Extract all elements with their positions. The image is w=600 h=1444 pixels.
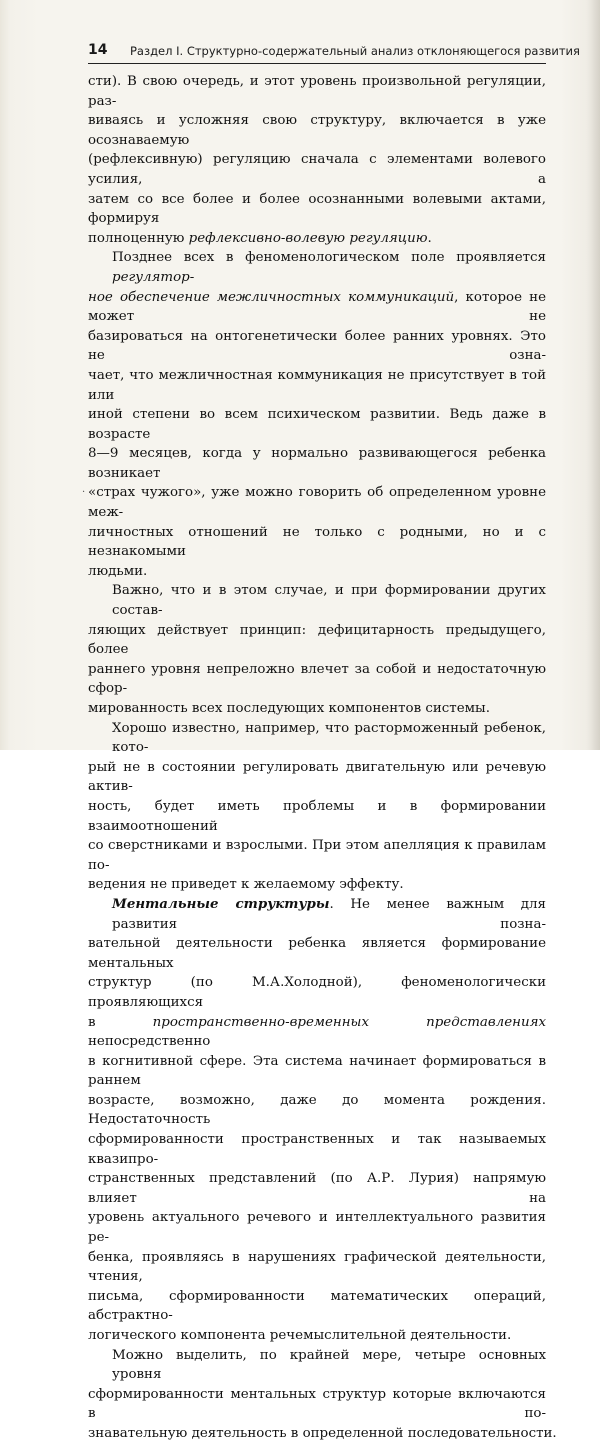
text-run: . <box>427 230 432 246</box>
text-line: «страх чужого», уже можно говорить об определенном уровне меж- <box>88 485 546 521</box>
paragraph-mental-structures <box>88 895 546 1346</box>
italic-term: пространственно-временных представлениях <box>152 1014 546 1030</box>
text-line: 8—9 месяцев, когда у нормально развивающегося ребенка возникает <box>88 446 546 481</box>
text-line: странственных представлений (по А.Р. Лурия) напрямую влияет на <box>88 1171 546 1206</box>
text-line: Можно выделить, по крайней мере, четыре основных уровня <box>112 1347 546 1383</box>
text-line: со сверстниками и взрослыми. При этом апелляция к правилам по- <box>88 838 546 873</box>
running-head: Раздел I. Структурно-содержательный анализ отклоняющегося развития <box>130 44 580 58</box>
header-rule <box>88 63 546 64</box>
text-run: в <box>88 1014 153 1030</box>
text-line: Важно, что и в этом случае, и при формировании других состав- <box>112 583 546 619</box>
text-line: рый не в состоянии регулировать двигательную или речевую актив- <box>88 759 546 795</box>
text-line <box>88 288 546 327</box>
text-line: личностных отношений не только с родными, но и с незнакомыми <box>88 524 546 560</box>
page-number: 14 <box>88 42 108 58</box>
text-line: сформированности пространственных и так называемых квазипро- <box>88 1132 546 1167</box>
text-line: сти). В свою очередь, и этот уровень произвольной регуляции, раз- <box>88 74 546 109</box>
text-line: раннего уровня непреложно влечет за собой и недостаточную сфор- <box>88 661 546 697</box>
text-line: ведения не приведет к желаемому эффекту. <box>88 877 404 893</box>
text-line: базироваться на онтогенетически более ранних уровнях. Это не озна- <box>88 328 546 364</box>
italic-term: регулятор- <box>112 269 195 285</box>
text-line: в когнитивной сфере. Эта система начинает формироваться в раннем <box>88 1053 546 1089</box>
run-in-heading: Ментальные структуры <box>112 895 330 912</box>
text-run: . Не менее важным для развития позна- <box>112 896 546 932</box>
paragraph-3 <box>88 581 546 718</box>
text-line: (рефлексивную) регуляцию сначала с элементами волевого усилия, а <box>88 152 546 187</box>
text-line: возрасте, возможно, даже до момента рождения. Недостаточность <box>88 1092 546 1128</box>
text-line: структур (по М.А.Холодной), феноменологически проявляющихся <box>88 975 546 1010</box>
text-line <box>88 895 546 934</box>
text-run: непосредственно <box>88 1034 211 1050</box>
text-line: ляющих действует принцип: дефицитарность предыдущего, более <box>88 622 546 658</box>
text-run: полноценную <box>88 230 189 246</box>
page-header <box>88 42 580 62</box>
text-line: уровень актуального речевого и интеллектуального развития ре- <box>88 1210 546 1246</box>
body-text <box>88 72 557 1444</box>
italic-term: ное обеспечение межличностных коммуникаций <box>88 289 455 305</box>
paragraph-1 <box>88 72 546 248</box>
text-line: Хорошо известно, например, что расторможенный ребенок, кото- <box>112 720 546 756</box>
text-line: логического компонента речемыслительной деятельности. <box>88 1328 512 1343</box>
text-line: людьми. <box>88 563 148 579</box>
paragraph-2 <box>88 248 546 581</box>
text-line <box>88 248 546 287</box>
text-line: чает, что межличностная коммуникация не присутствует в той или <box>88 367 546 403</box>
text-run: Позднее всех в феноменологическом поле проявляется <box>112 250 546 266</box>
text-line: вательной деятельности ребенка является формирование ментальных <box>88 936 546 971</box>
text-run: , которое не может не <box>88 289 546 325</box>
text-line: знавательную деятельность в определенной последовательности. <box>88 1425 557 1441</box>
text-line: мированность всех последующих компонентов системы. <box>88 701 490 716</box>
page-edge-shadow <box>586 0 600 750</box>
italic-term: рефлексивно-волевую регуляцию <box>188 230 428 246</box>
margin-mark: · <box>82 487 86 498</box>
text-line: виваясь и усложняя свою структуру, включается в уже осознаваемую <box>88 113 546 148</box>
text-line: иной степени во всем психическом развитии. Ведь даже в возрасте <box>88 407 546 442</box>
text-line: бенка, проявляясь в нарушениях графической деятельности, чтения, <box>88 1249 546 1285</box>
text-line: ность, будет иметь проблемы и в формировании взаимоотношений <box>88 798 546 834</box>
text-line <box>88 229 546 249</box>
paragraph-4 <box>88 719 546 895</box>
text-line: затем со все более и более осознанными волевыми актами, формируя <box>88 191 546 227</box>
text-line: письма, сформированности математических операций, абстрактно- <box>88 1288 546 1324</box>
text-line: сформированности ментальных структур которые включаются в по- <box>88 1386 546 1422</box>
paragraph-6 <box>88 1346 557 1444</box>
text-line <box>88 1013 546 1052</box>
